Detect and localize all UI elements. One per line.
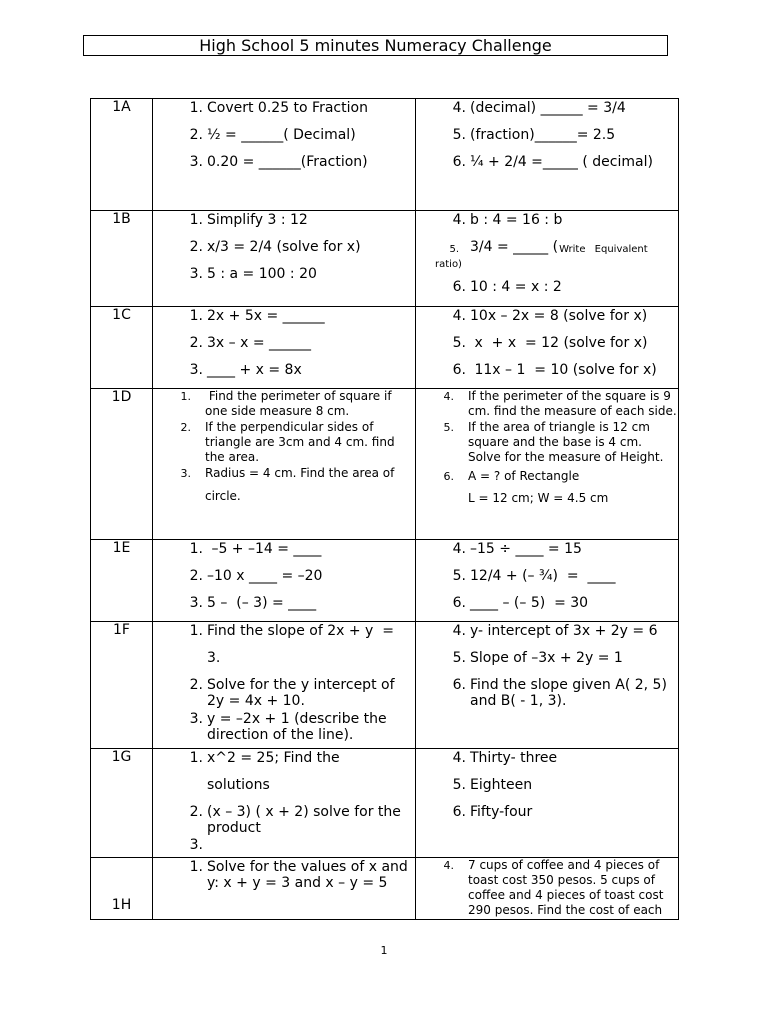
list-item: 1. x^2 = 25; Find the	[189, 750, 340, 766]
list-item: 6. ¼ + 2/4 =_____ ( decimal)	[452, 154, 653, 170]
table-row	[91, 211, 679, 307]
list-item: 1. Find the slope of 2x + y =	[189, 623, 394, 639]
list-item: 4. (decimal) ______ = 3/4	[452, 100, 626, 116]
list-item: 4. y- intercept of 3x + 2y = 6	[452, 623, 658, 639]
row-code: 1C	[91, 307, 153, 389]
row-code: 1A	[91, 99, 153, 211]
list-item: 3. ____ + x = 8x	[189, 362, 302, 378]
list-item: 2. (x – 3) ( x + 2) solve for the product	[189, 804, 401, 836]
list-item-continued: 3.	[207, 650, 221, 666]
row-code: 1H	[91, 858, 153, 920]
list-item-continued: ratio)	[435, 259, 462, 270]
list-item: 6. ____ – (– 5) = 30	[452, 595, 589, 611]
row-code: 1E	[91, 540, 153, 622]
list-item: 6. Find the slope given A( 2, 5) and B( - 1, 3).	[452, 677, 667, 709]
row-code: 1F	[91, 622, 153, 749]
list-item: 5. 3/4 = _____ ( Write Equivalent	[449, 239, 648, 255]
table-row	[91, 858, 679, 920]
list-item: 5. (fraction)______= 2.5	[452, 127, 616, 143]
list-item: 2. x/3 = 2/4 (solve for x)	[189, 239, 361, 255]
table-row	[91, 307, 679, 389]
list-item-continued: solutions	[207, 777, 270, 793]
list-item: 3. y = –2x + 1 (describe the direction of the line).	[189, 711, 387, 743]
list-item: 5. x + x = 12 (solve for x)	[452, 335, 648, 351]
list-item: 6. 10 : 4 = x : 2	[452, 279, 562, 295]
list-item: 3. 5 – (– 3) = ____	[189, 595, 317, 611]
list-item: 1. Simplify 3 : 12	[189, 212, 308, 228]
list-item: 6. 11x – 1 = 10 (solve for x)	[452, 362, 657, 378]
list-item: 5. Eighteen	[452, 777, 533, 793]
list-item: 6. Fifty-four	[452, 804, 533, 820]
table-row	[91, 622, 679, 749]
list-item: 2. 3x – x = ______	[189, 335, 312, 351]
list-item: 1. 2x + 5x = ______	[189, 308, 325, 324]
list-item: 4. –15 ÷ ____ = 15	[452, 541, 582, 557]
list-item: 4. 7 cups of coffee and 4 pieces of toast cost 350 pesos. 5 cups of coffee and 4 pieces of toast cost 290 pesos. Find the cost of each	[443, 858, 664, 917]
list-item: 1. Solve for the values of x and y: x + y = 3 and x – y = 5	[189, 859, 408, 891]
list-item: 1. Covert 0.25 to Fraction	[189, 100, 368, 116]
list-item-continued: L = 12 cm; W = 4.5 cm	[468, 491, 609, 505]
list-item: 4. 10x – 2x = 8 (solve for x)	[452, 308, 648, 324]
list-item: 5. Slope of –3x + 2y = 1	[452, 650, 623, 666]
list-item: 3.	[189, 837, 203, 853]
list-item: 3. Radius = 4 cm. Find the area of circle.	[180, 466, 395, 503]
table-row	[91, 540, 679, 622]
row-code: 1B	[91, 211, 153, 307]
list-item: 2. Solve for the y intercept of 2y = 4x + 10.	[189, 677, 395, 709]
list-item: 4. Thirty- three	[452, 750, 558, 766]
list-item: 4. b : 4 = 16 : b	[452, 212, 563, 228]
table-row	[91, 389, 679, 540]
list-item: 2. If the perpendicular sides of triangle are 3cm and 4 cm. find the area.	[180, 420, 395, 464]
row-code: 1G	[91, 749, 153, 858]
list-item: 3. 5 : a = 100 : 20	[189, 266, 317, 282]
list-item: 5. 12/4 + (– ¾) = ____	[452, 568, 616, 584]
table-row	[91, 749, 679, 858]
list-item: 2. ½ = ______( Decimal)	[189, 127, 356, 143]
list-item: 3. 0.20 = ______(Fraction)	[189, 154, 368, 170]
list-item: 2. –10 x ____ = –20	[189, 568, 323, 584]
table-row	[91, 99, 679, 211]
list-item: 4. If the perimeter of the square is 9 cm. find the measure of each side.	[443, 389, 677, 418]
row-code: 1D	[91, 389, 153, 540]
page-title: High School 5 minutes Numeracy Challenge	[83, 35, 668, 56]
page-number: 1	[380, 944, 388, 957]
list-item: 1. Find the perimeter of square if one side measure 8 cm.	[180, 389, 396, 418]
list-item: 5. If the area of triangle is 12 cm square and the base is 4 cm. Solve for the measure of Height.	[443, 420, 664, 464]
list-item: 6. A = ? of Rectangle	[443, 469, 580, 483]
list-item: 1. –5 + –14 = ____	[189, 541, 322, 557]
challenge-table	[90, 98, 679, 920]
